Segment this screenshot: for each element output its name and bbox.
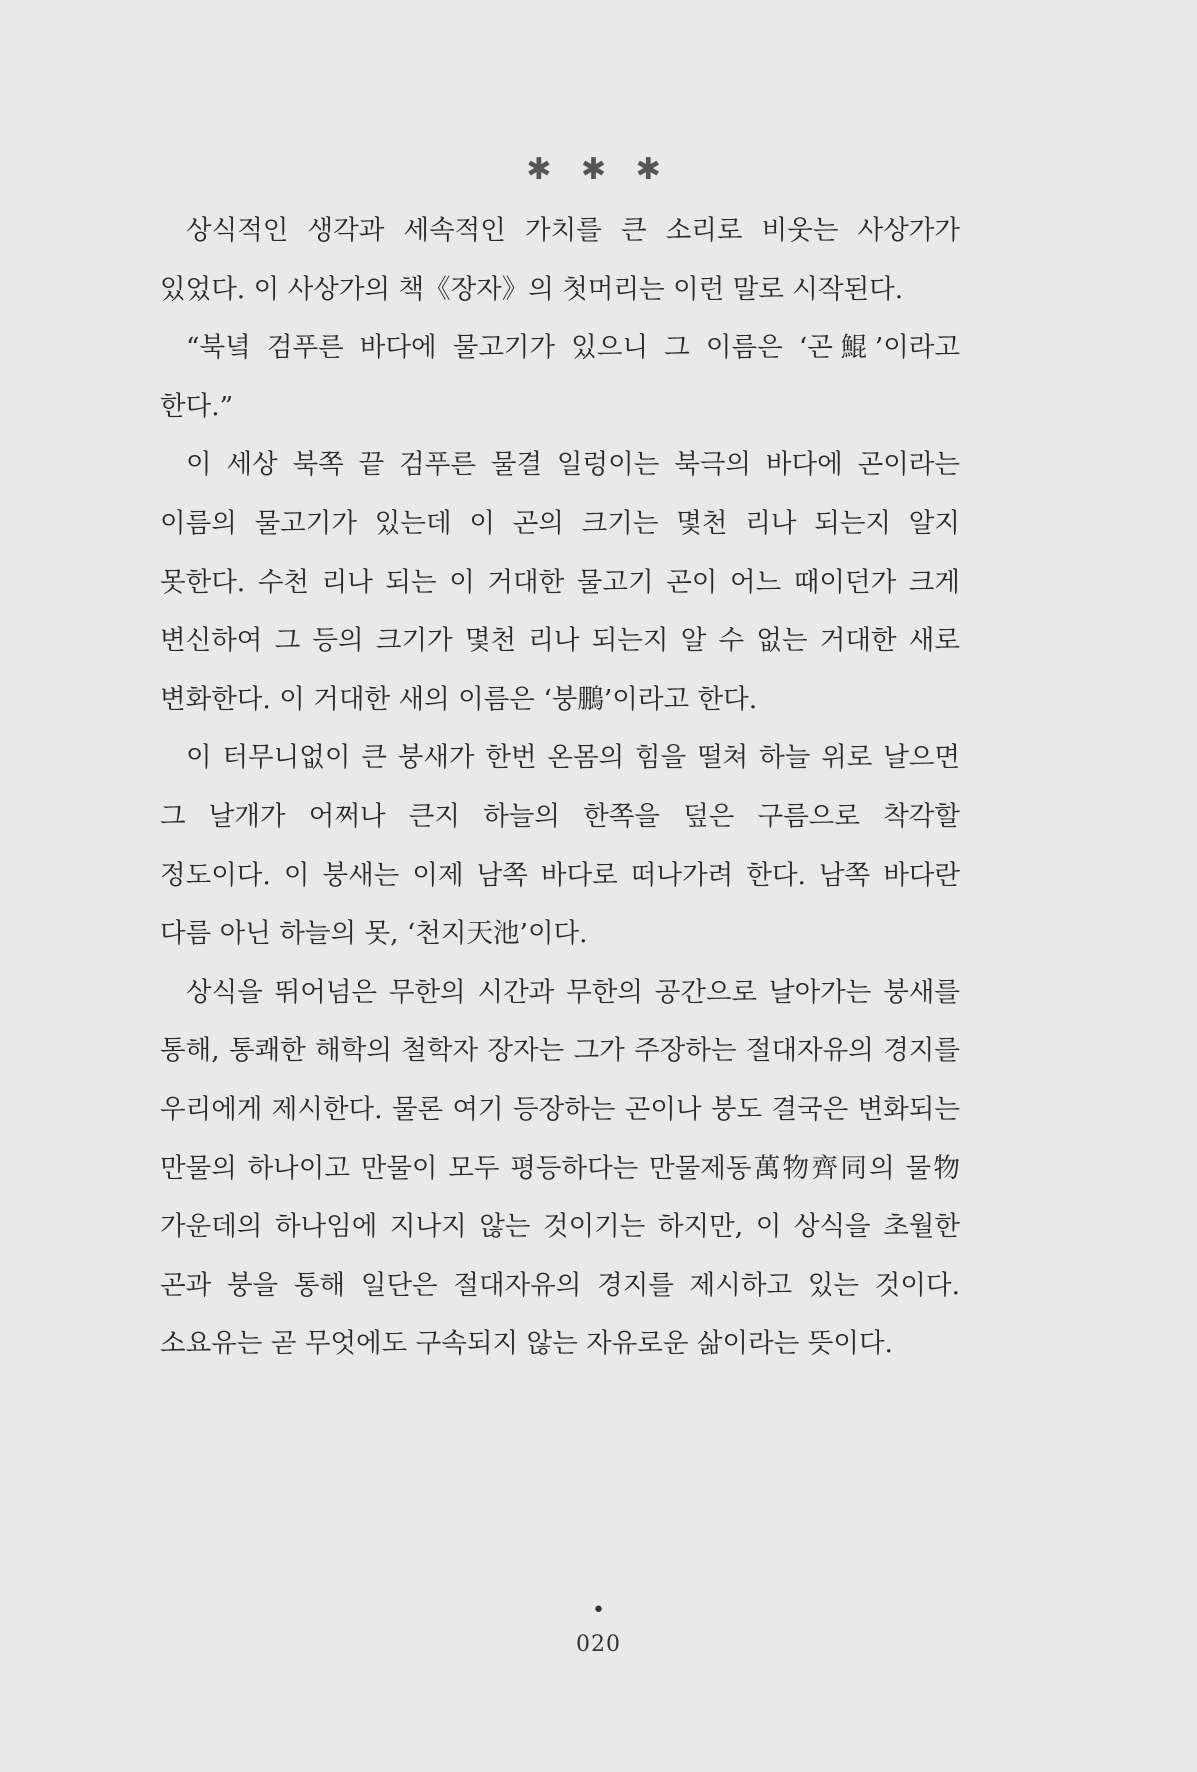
paragraph: 상식을 뛰어넘은 무한의 시간과 무한의 공간으로 날아가는 붕새를 통해, 통쾌한 해학의 철학자 장자는 그가 주장하는 절대자유의 경지를 우리에게 제시한다. 물론 여기 등장하는 곤이나 붕도 결국은 변화되는 만물의 하나이고 만물이 모두 평등하다는 만물제동萬物齊同의 물物 가운데의 하나임에 지나지 않는 것이기는 하지만, 이 상식을 초월한 곤과 붕을 통해 일단은 절대자유의 경지를 제시하고 있는 것이다. 소요유는 곧 무엇에도 구속되지 않는 자유로운 삶이라는 뜻이다.: [160, 976, 960, 1360]
paragraph: 이 터무니없이 큰 붕새가 한번 온몸의 힘을 떨쳐 하늘 위로 날으면 그 날개가 어쩌나 큰지 하늘의 한쪽을 덮은 구름으로 착각할 정도이다. 이 붕새는 이제 남쪽 바다로 떠나가려 한다. 남쪽 바다란 다름 아닌 하늘의 못, ‘천지天池’이다.: [160, 742, 960, 950]
body-text: [160, 202, 960, 1374]
paragraph: 이 세상 북쪽 끝 검푸른 물결 일렁이는 북극의 바다에 곤이라는 이름의 물고기가 있는데 이 곤의 크기는 몇천 리나 되는지 알지 못한다. 수천 리나 되는 이 거대한 물고기 곤이 어느 때이던가 크게 변신하여 그 등의 크기가 몇천 리나 되는지 알 수 없는 거대한 새로 변화한다. 이 거대한 새의 이름은 ‘붕鵬’이라고 한다.: [160, 449, 960, 715]
footer-dot: •: [592, 1598, 605, 1623]
page-number: 020: [576, 1632, 621, 1657]
paragraph-quote: “북녘 검푸른 바다에 물고기가 있으니 그 이름은 ‘곤鯤’이라고 한다.”: [160, 332, 960, 422]
paragraph: 상식적인 생각과 세속적인 가치를 큰 소리로 비웃는 사상가가 있었다. 이 사상가의 책《장자》의 첫머리는 이런 말로 시작된다.: [160, 215, 960, 305]
section-ornament: ✱ ✱ ✱: [526, 152, 671, 187]
